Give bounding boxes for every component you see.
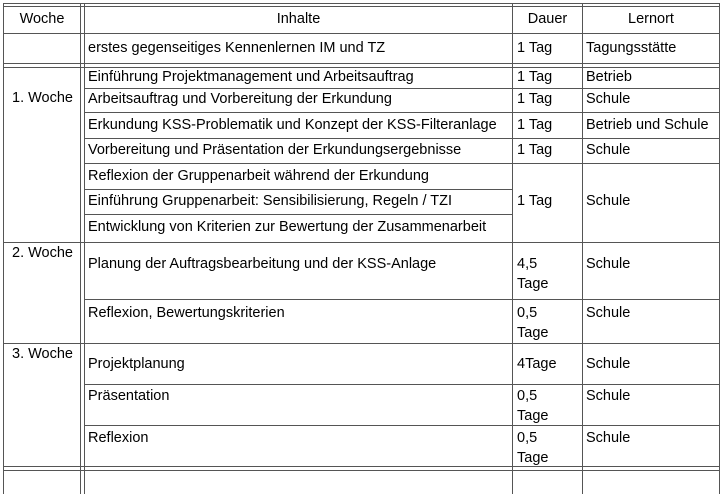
table-bottom-separator — [3, 466, 719, 467]
row-lernort: Schule — [586, 305, 631, 321]
column-separator-double — [84, 3, 85, 494]
header-lernort: Lernort — [628, 11, 674, 27]
row-lernort: Schule — [586, 388, 631, 404]
row-dauer: 4Tage — [517, 356, 557, 372]
row-separator — [84, 425, 719, 426]
week-separator — [3, 242, 719, 243]
row-dauer: 1 Tag — [517, 40, 553, 56]
merged-dauer: 1 Tag — [517, 193, 553, 209]
row-separator — [84, 112, 719, 113]
row-separator — [84, 214, 512, 215]
table-border-top — [3, 3, 719, 4]
row-separator — [3, 63, 719, 64]
column-separator — [512, 3, 513, 494]
row-lernort: Schule — [586, 91, 631, 107]
row-dauer: 1 Tag — [517, 142, 553, 158]
week-label: 3. Woche — [12, 346, 73, 362]
table-bottom-separator-double — [3, 470, 719, 471]
row-separator — [84, 384, 719, 385]
row-dauer: 1 Tag — [517, 91, 553, 107]
row-dauer: 0,5 Tage — [517, 430, 549, 466]
row-inhalt: Einführung Projektmanagement und Arbeitsauftrag — [88, 69, 414, 85]
merged-lernort: Schule — [586, 193, 631, 209]
row-separator — [84, 163, 719, 164]
row-dauer: 4,5 Tage — [517, 256, 549, 292]
table-border-left — [3, 3, 4, 494]
header-dauer: Dauer — [527, 11, 568, 27]
row-lernort: Schule — [586, 142, 631, 158]
row-lernort: Betrieb und Schule — [586, 117, 709, 133]
row-dauer: 1 Tag — [517, 69, 553, 85]
row-inhalt: Arbeitsauftrag und Vorbereitung der Erkundung — [88, 91, 392, 107]
week-label: 2. Woche — [12, 245, 73, 261]
row-inhalt: Planung der Auftragsbearbeitung und der KSS-Anlage — [88, 256, 437, 272]
row-separator — [84, 299, 719, 300]
row-separator — [84, 138, 719, 139]
column-separator — [80, 3, 81, 494]
row-inhalt: Einführung Gruppenarbeit: Sensibilisierung, Regeln / TZI — [88, 193, 453, 209]
row-inhalt: Reflexion der Gruppenarbeit während der Erkundung — [88, 168, 429, 184]
header-woche: Woche — [19, 11, 65, 27]
row-lernort: Schule — [586, 356, 631, 372]
table-border-top-double — [3, 6, 719, 7]
row-dauer: 0,5 Tage — [517, 305, 549, 341]
week-label: 1. Woche — [12, 90, 73, 106]
row-lernort: Schule — [586, 430, 631, 446]
column-separator — [582, 3, 583, 494]
row-inhalt: Entwicklung von Kriterien zur Bewertung der Zusammenarbeit — [88, 219, 487, 235]
week-separator — [3, 343, 719, 344]
row-inhalt: erstes gegenseitiges Kennenlernen IM und TZ — [88, 40, 386, 56]
row-inhalt: Präsentation — [88, 388, 170, 404]
row-dauer: 0,5 Tage — [517, 388, 549, 424]
row-inhalt: Reflexion — [88, 430, 149, 446]
row-separator — [84, 189, 512, 190]
row-lernort: Schule — [586, 256, 631, 272]
row-inhalt: Projektplanung — [88, 356, 185, 372]
row-lernort: Tagungsstätte — [586, 40, 677, 56]
row-inhalt: Reflexion, Bewertungskriterien — [88, 305, 285, 321]
header-inhalte: Inhalte — [276, 11, 321, 27]
header-separator — [3, 33, 719, 34]
row-lernort: Betrieb — [586, 69, 632, 85]
row-inhalt: Erkundung KSS-Problematik und Konzept der KSS-Filteranlage — [88, 117, 497, 133]
row-dauer: 1 Tag — [517, 117, 553, 133]
row-inhalt: Vorbereitung und Präsentation der Erkundungsergebnisse — [88, 142, 462, 158]
